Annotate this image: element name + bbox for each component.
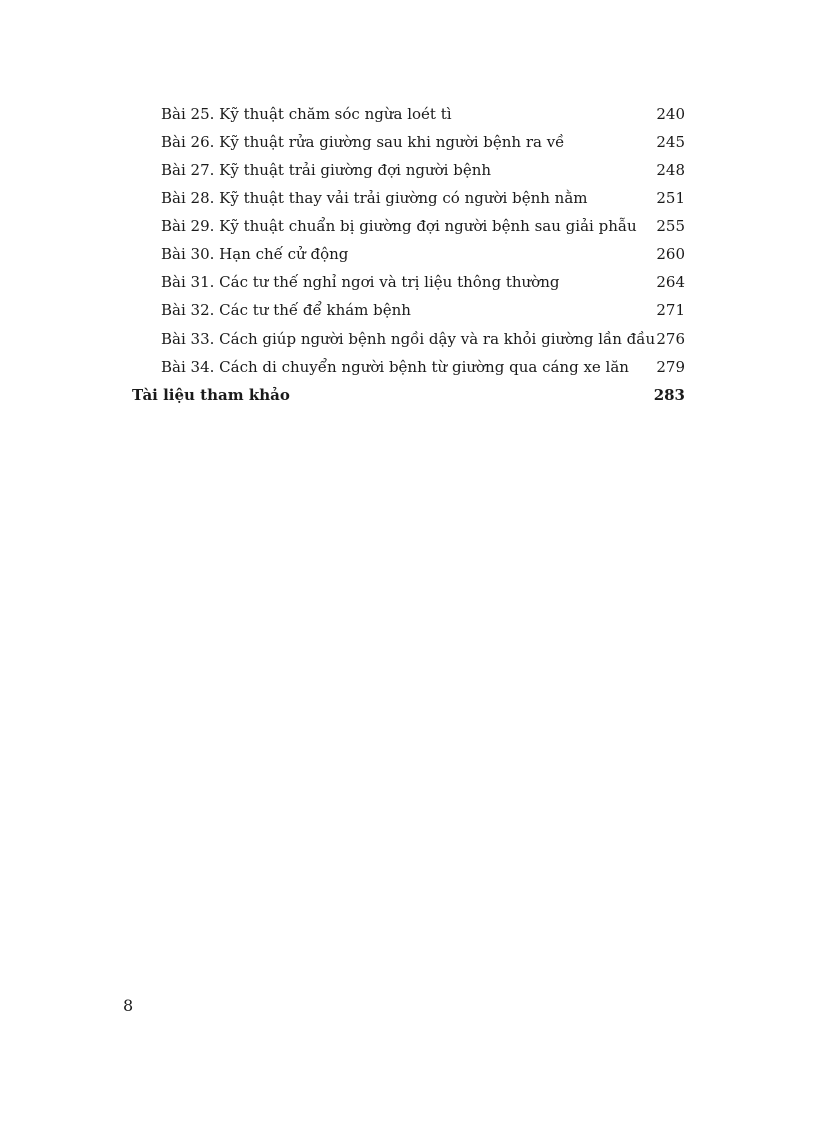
toc-entry-title: Bài 29. Kỹ thuật chuẩn bị giường đợi người bệnh sau giải phẫu [161,217,637,235]
toc-entry-lesson-34 [161,357,685,377]
toc-entry-page: 260 [656,245,685,263]
toc-entry-page: 240 [656,105,685,123]
toc-entry-title: Bài 26. Kỹ thuật rửa giường sau khi người bệnh ra về [161,133,565,151]
toc-entry-references [132,385,685,405]
toc-entry-title: Bài 30. Hạn chế cử động [161,245,349,263]
toc-entry-lesson-26 [161,132,685,152]
toc-entry-lesson-28 [161,188,685,208]
toc-entry-lesson-25 [161,104,685,124]
toc-entry-page: 251 [656,189,685,207]
toc-entry-title: Bài 28. Kỹ thuật thay vải trải giường có người bệnh nằm [161,189,588,207]
toc-entry-lesson-27 [161,160,685,180]
toc-entry-page: 264 [656,273,685,291]
toc-entry-page: 276 [656,330,685,348]
toc-entry-lesson-31 [161,272,685,292]
toc-entry-title: Tài liệu tham khảo [132,386,290,404]
toc-entry-page: 279 [656,358,685,376]
toc-entry-lesson-32 [161,300,685,320]
toc-entry-page: 245 [656,133,685,151]
toc-entry-title: Bài 31. Các tư thế nghỉ ngơi và trị liệu thông thường [161,273,560,291]
toc-entry-title: Bài 27. Kỹ thuật trải giường đợi người bệnh [161,161,492,179]
toc-entry-page: 283 [653,386,685,404]
toc-entry-title: Bài 25. Kỹ thuật chăm sóc ngừa loét tì [161,105,452,123]
toc-entry-lesson-30 [161,244,685,264]
toc-entry-title: Bài 32. Các tư thế để khám bệnh [161,301,411,319]
toc-entry-title: Bài 34. Cách di chuyển người bệnh từ giường qua cáng xe lăn [161,358,629,376]
page-number: 8 [123,996,134,1015]
toc-entry-title: Bài 33. Cách giúp người bệnh ngồi dậy và ra khỏi giường lần đầu [161,330,656,348]
toc-entry-page: 248 [656,161,685,179]
toc-entry-page: 255 [656,217,685,235]
toc-entry-lesson-29 [161,216,685,236]
toc-entry-page: 271 [656,301,685,319]
toc-entry-lesson-33 [161,329,685,349]
